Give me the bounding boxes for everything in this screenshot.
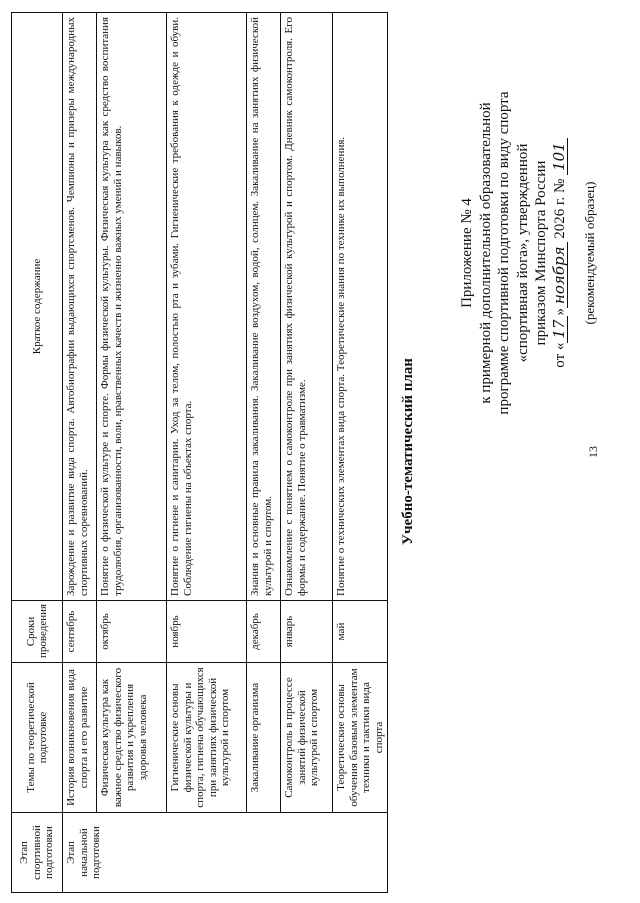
period-cell: январь bbox=[281, 601, 333, 663]
annex-header bbox=[458, 33, 600, 473]
stage-cell: Этап начальной подготовки bbox=[63, 813, 388, 893]
content-cell: Знания и основные правила закаливания. Закаливание воздухом, водой, солнцем. Закаливание на занятиях физической культурой и спортом. bbox=[247, 13, 281, 601]
content-cell: Зарождение и развитие вида спорта. Автобиографии выдающихся спортсменов. Чемпионы и призеры международных спортивных соревнований. bbox=[63, 13, 97, 601]
table-row bbox=[333, 13, 388, 893]
order-number: 101 bbox=[551, 138, 568, 175]
period-cell: сентябрь bbox=[63, 601, 97, 663]
topic-cell: Теоретические основы обучения базовым элементам техники и тактики вида спорта bbox=[333, 663, 388, 813]
date-prefix: от « bbox=[551, 342, 568, 368]
table-row bbox=[247, 13, 281, 893]
date-day: 17 bbox=[551, 316, 568, 343]
table-row bbox=[63, 13, 97, 893]
topic-cell: История возникновения вида спорта и его развитие bbox=[63, 663, 97, 813]
content-cell: Понятие о физической культуре и спорте. Формы физической культуры. Физическая культура как средство воспитания трудолюбия, организованности, воли, нравственных качеств и жизненно важных умений и навыков. bbox=[97, 13, 167, 601]
period-cell: май bbox=[333, 601, 388, 663]
table-row bbox=[97, 13, 167, 893]
date-mid: » bbox=[551, 308, 568, 316]
header-topic: Темы по теоретической подготовке bbox=[12, 663, 63, 813]
period-cell: декабрь bbox=[247, 601, 281, 663]
plan-title: Учебно-тематический план bbox=[400, 358, 416, 545]
page-number: 13 bbox=[586, 446, 600, 458]
table-row bbox=[167, 13, 247, 893]
topic-cell: Самоконтроль в процессе занятий физической культурой и спортом bbox=[281, 663, 333, 813]
topic-cell: Гигиенические основы физической культуры и спорта, гигиена обучающихся при занятиях физической культурой и спортом bbox=[167, 663, 247, 813]
table-header-row bbox=[12, 13, 63, 893]
topic-cell: Физическая культура как важное средство физического развития и укрепления здоровья человека bbox=[97, 663, 167, 813]
period-cell: ноябрь bbox=[167, 601, 247, 663]
date-year: 2026 г. № bbox=[551, 178, 568, 239]
date-month: ноября bbox=[551, 242, 568, 308]
annex-line-3: программе спортивной подготовки по виду спорта bbox=[496, 91, 512, 415]
topic-cell: Закаливание организма bbox=[247, 663, 281, 813]
header-period: Сроки проведения bbox=[12, 601, 63, 663]
plan-table bbox=[11, 12, 388, 893]
annex-line-5: приказом Минспорта России bbox=[533, 160, 549, 346]
annex-line-4: «спортивная йога», утвержденной bbox=[514, 143, 531, 363]
header-stage: Этап спортивной подготовки bbox=[12, 813, 63, 893]
table-row bbox=[281, 13, 333, 893]
annex-date-line bbox=[551, 33, 570, 473]
content-cell: Понятие о гигиене и санитарии. Уход за телом, полостью рта и зубами. Гигиенические требования к одежде и обуви. Соблюдение гигиены на объектах спорта. bbox=[167, 13, 247, 601]
annex-line-2: к примерной дополнительной образовательной bbox=[477, 102, 494, 404]
content-cell: Ознакомление с понятием о самоконтроле при занятиях физической культурой и спортом. Дневник самоконтроля. Его формы и содержание. Понятие о травматизме. bbox=[281, 13, 333, 601]
content-cell: Понятие о технических элементах вида спорта. Теоретические знания по технике их выполнения. bbox=[333, 13, 388, 601]
annex-title: Приложение № 4 bbox=[459, 198, 475, 308]
header-content: Краткое содержание bbox=[12, 13, 63, 601]
period-cell: октябрь bbox=[97, 601, 167, 663]
recommended-sample-note: (рекомендуемый образец) bbox=[582, 181, 597, 325]
